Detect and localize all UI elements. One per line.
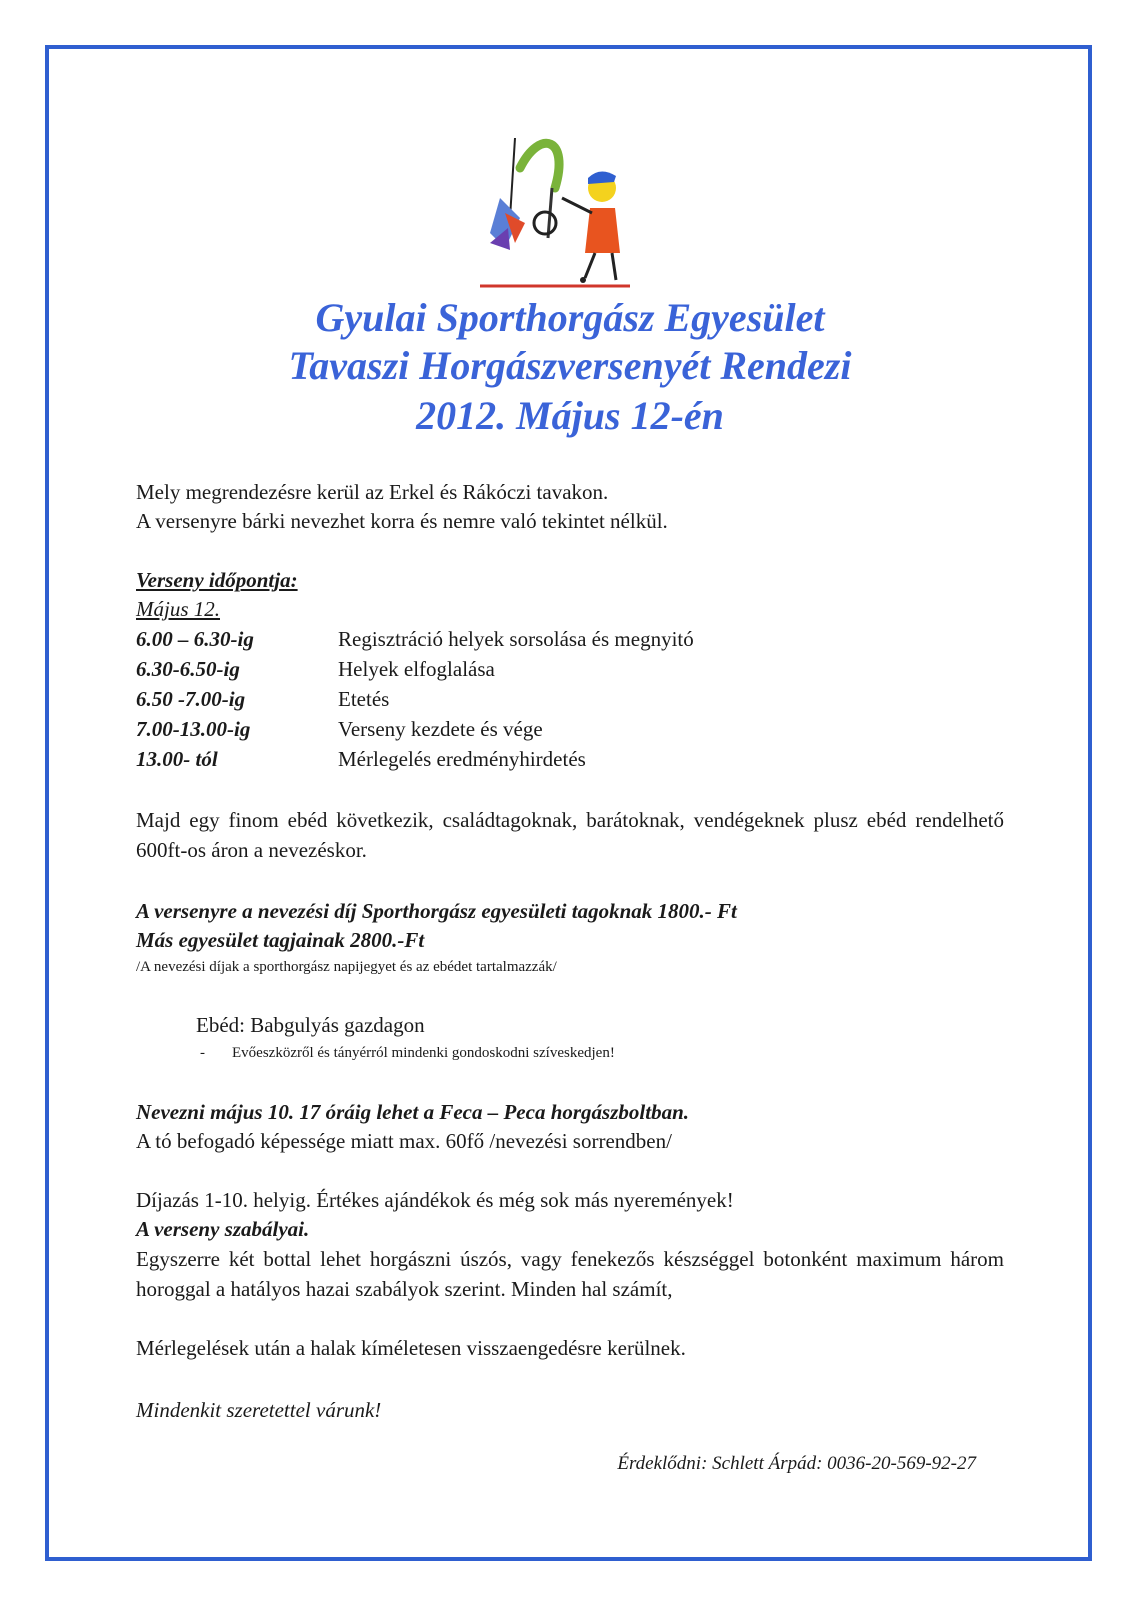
intro-line-2: A versenyre bárki nevezhet korra és nemre való tekintet nélkül. (136, 509, 668, 533)
intro-line-1: Mely megrendezésre kerül az Erkel és Rákóczi tavakon. (136, 480, 609, 504)
schedule-heading: Verseny időpontja: (136, 568, 298, 592)
schedule-desc: Etetés (338, 687, 390, 711)
schedule-desc: Regisztráció helyek sorsolása és megnyitó (338, 627, 694, 651)
fee-line-2: Más egyesület tagjainak 2800.-Ft (136, 928, 425, 952)
closing-line: Mindenkit szeretettel várunk! (136, 1398, 382, 1422)
lunch-menu: Ebéd: Babgulyás gazdagon (196, 1013, 425, 1037)
fee-note: /A nevezési díjak a sporthorgász napijegyet és az ebédet tartalmazzák/ (136, 959, 557, 975)
schedule-time: 6.30-6.50-ig (136, 657, 240, 681)
lunch-bullet-mark: - (200, 1045, 205, 1061)
fee-line-1: A versenyre a nevezési díj Sporthorgász egyesületi tagoknak 1800.- Ft (136, 899, 737, 923)
title-line-3: 2012. Május 12-én (416, 393, 724, 438)
rules-heading: A verseny szabályai. (136, 1217, 310, 1241)
schedule-date: Május 12. (136, 597, 220, 621)
schedule-desc: Verseny kezdete és vége (338, 717, 543, 741)
fishing-figure-logo (480, 128, 650, 298)
title-line-2: Tavaszi Horgászversenyét Rendezi (288, 343, 852, 388)
schedule-time: 6.50 -7.00-ig (136, 687, 246, 711)
contact-line: Érdeklődni: Schlett Árpád: 0036-20-569-92-27 (617, 1453, 976, 1474)
lunch-bullet-text: Evőeszközről és tányérról mindenki gondoskodni szíveskedjen! (232, 1045, 615, 1061)
lunch-note-paragraph: Majd egy finom ebéd következik, családtagoknak, barátoknak, vendégeknek plusz ebéd rendelhető 600ft-os áron a nevezéskor. (136, 808, 1004, 862)
title-line-1: Gyulai Sporthorgász Egyesület (315, 295, 825, 340)
schedule-desc: Helyek elfoglalása (338, 657, 495, 681)
schedule-time: 7.00-13.00-ig (136, 717, 251, 741)
rules-line-2: Mérlegelések után a halak kíméletesen visszaengedésre kerülnek. (136, 1336, 686, 1360)
rules-paragraph: Egyszerre két bottal lehet horgászni úszós, vagy fenekezős készséggel botonként maximum három horoggal a hatályos hazai szabályok szerint. Minden hal számít, (136, 1247, 1004, 1301)
schedule-time: 13.00- tól (136, 747, 218, 771)
prizes-line: Díjazás 1-10. helyig. Értékes ajándékok és még sok más nyeremények! (136, 1188, 734, 1212)
registration-line-1: Nevezni május 10. 17 óráig lehet a Feca – Peca horgászboltban. (136, 1100, 689, 1124)
schedule-time: 6.00 – 6.30-ig (136, 627, 254, 651)
schedule-desc: Mérlegelés eredményhirdetés (338, 747, 586, 771)
registration-line-2: A tó befogadó képessége miatt max. 60fő /nevezési sorrendben/ (136, 1129, 672, 1153)
